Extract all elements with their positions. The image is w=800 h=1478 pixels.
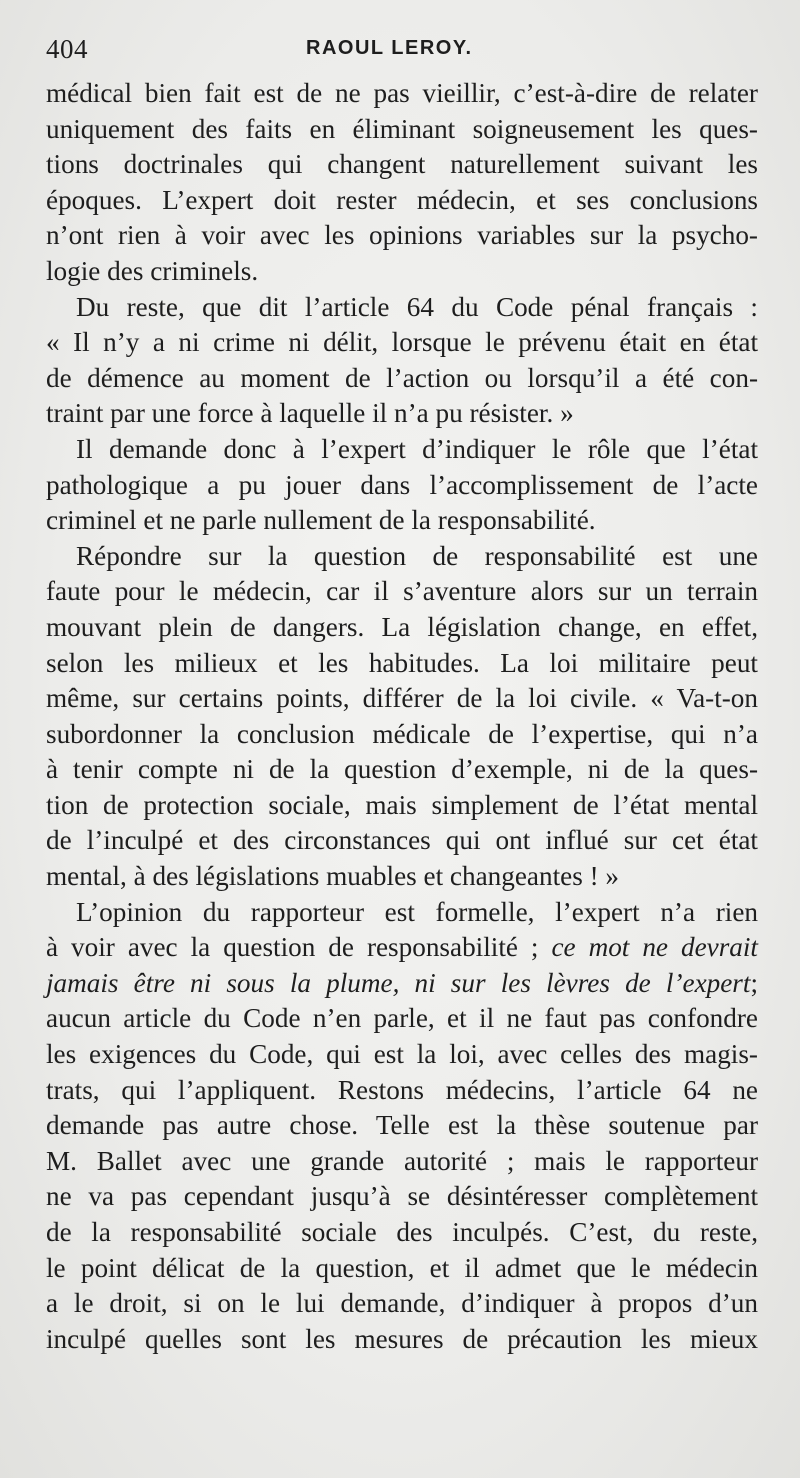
text-segment: selon les milieux et les habitudes. La loi militaire peut — [46, 647, 758, 678]
text-line — [46, 183, 758, 219]
running-title: RAOUL LEROY. — [306, 37, 473, 59]
text-line — [46, 1001, 758, 1037]
text-segment: médical bien fait est de ne pas vieillir, c’est-à-dire de relater — [46, 78, 758, 108]
text-segment: mouvant plein de dangers. La législation change, en effet, — [46, 611, 758, 642]
italic-phrase: jamais être ni sous la plume, ni sur les lèvres de l’expert — [46, 967, 751, 998]
text-line — [46, 325, 758, 361]
text-line — [46, 1179, 758, 1215]
text-line — [46, 1215, 758, 1251]
text-line — [46, 788, 758, 824]
text-line — [46, 1322, 758, 1358]
text-segment: L’opinion du rapporteur est formelle, l’expert n’a rien — [76, 896, 758, 927]
page-header — [46, 34, 760, 74]
text-line — [46, 539, 758, 575]
text-segment: aucun article du Code n’en parle, et il ne faut pas confondre — [46, 1003, 758, 1034]
text-segment: les exigences du Code, qui est la loi, avec celles des magis- — [46, 1039, 758, 1070]
text-line — [46, 1073, 758, 1109]
text-segment: à tenir compte ni de la question d’exemple, ni de la ques- — [46, 754, 758, 785]
text-segment: Il demande donc à l’expert d’indiquer le rôle que l’état — [76, 433, 758, 464]
text-line — [46, 396, 758, 432]
text-segment: Du reste, que dit l’article 64 du Code pénal français : — [76, 291, 758, 322]
text-segment: tions doctrinales qui changent naturellement suivant les — [46, 149, 758, 180]
text-line — [46, 290, 758, 326]
text-line — [46, 823, 758, 859]
text-line — [46, 895, 758, 931]
text-segment: uniquement des faits en éliminant soigneusement les ques- — [46, 113, 758, 144]
text-line — [46, 681, 758, 717]
text-segment: faute pour le médecin, car il s’aventure alors sur un terrain — [46, 576, 758, 607]
text-line — [46, 468, 758, 504]
text-segment: tion de protection sociale, mais simplement de l’état mental — [46, 789, 758, 820]
text-line — [46, 361, 758, 397]
text-segment: à voir avec la question de responsabilité ; — [46, 932, 552, 963]
text-segment: le point délicat de la question, et il admet que le médecin — [46, 1252, 758, 1283]
body-text — [46, 76, 758, 1357]
text-line — [46, 1286, 758, 1322]
text-line — [46, 254, 758, 290]
text-segment: de démence au moment de l’action ou lorsqu’il a été con- — [46, 362, 758, 393]
text-segment: ne va pas cependant jusqu’à se désintéresser complètement — [46, 1181, 758, 1212]
text-line — [46, 610, 758, 646]
text-line — [46, 76, 758, 112]
text-line — [46, 1108, 758, 1144]
text-line — [46, 503, 758, 539]
page-number: 404 — [46, 34, 88, 64]
text-line — [46, 1251, 758, 1287]
text-line — [46, 1144, 758, 1180]
text-segment: « Il n’y a ni crime ni délit, lorsque le prévenu était en état — [46, 327, 758, 358]
text-line — [46, 859, 758, 895]
italic-phrase: ce mot ne devrait — [551, 932, 758, 963]
text-segment: traint par une force à laquelle il n’a pu résister. » — [46, 398, 574, 429]
text-line — [46, 112, 758, 148]
text-line — [46, 752, 758, 788]
text-segment: même, sur certains points, différer de la loi civile. « Va-t-on — [46, 683, 758, 714]
text-segment: criminel et ne parle nullement de la responsabilité. — [46, 505, 596, 536]
text-segment: mental, à des législations muables et changeantes ! » — [46, 861, 620, 892]
text-segment: M. Ballet avec une grande autorité ; mais le rapporteur — [46, 1145, 758, 1176]
text-segment: trats, qui l’appliquent. Restons médecins, l’article 64 ne — [46, 1074, 758, 1105]
text-line — [46, 574, 758, 610]
text-segment: ; — [750, 967, 758, 998]
text-segment: Répondre sur la question de responsabilité est une — [76, 540, 758, 571]
text-line — [46, 147, 758, 183]
text-line — [46, 646, 758, 682]
text-segment: pathologique a pu jouer dans l’accomplissement de l’acte — [46, 469, 758, 500]
text-segment: n’ont rien à voir avec les opinions variables sur la psycho- — [46, 220, 758, 251]
text-segment: demande pas autre chose. Telle est la thèse soutenue par — [46, 1110, 758, 1141]
text-segment: époques. L’expert doit rester médecin, et ses conclusions — [46, 184, 758, 215]
text-segment: inculpé quelles sont les mesures de précaution les mieux — [46, 1323, 758, 1354]
text-line — [46, 717, 758, 753]
text-line — [46, 432, 758, 468]
text-segment: subordonner la conclusion médicale de l’expertise, qui n’a — [46, 718, 758, 749]
text-line — [46, 218, 758, 254]
text-line — [46, 1037, 758, 1073]
text-segment: de la responsabilité sociale des inculpés. C’est, du reste, — [46, 1217, 758, 1247]
text-segment: logie des criminels. — [46, 255, 259, 286]
text-segment: a le droit, si on le lui demande, d’indiquer à propos d’un — [46, 1288, 758, 1319]
text-line — [46, 930, 758, 966]
text-segment: de l’inculpé et des circonstances qui ont influé sur cet état — [46, 825, 758, 856]
text-line — [46, 966, 758, 1002]
